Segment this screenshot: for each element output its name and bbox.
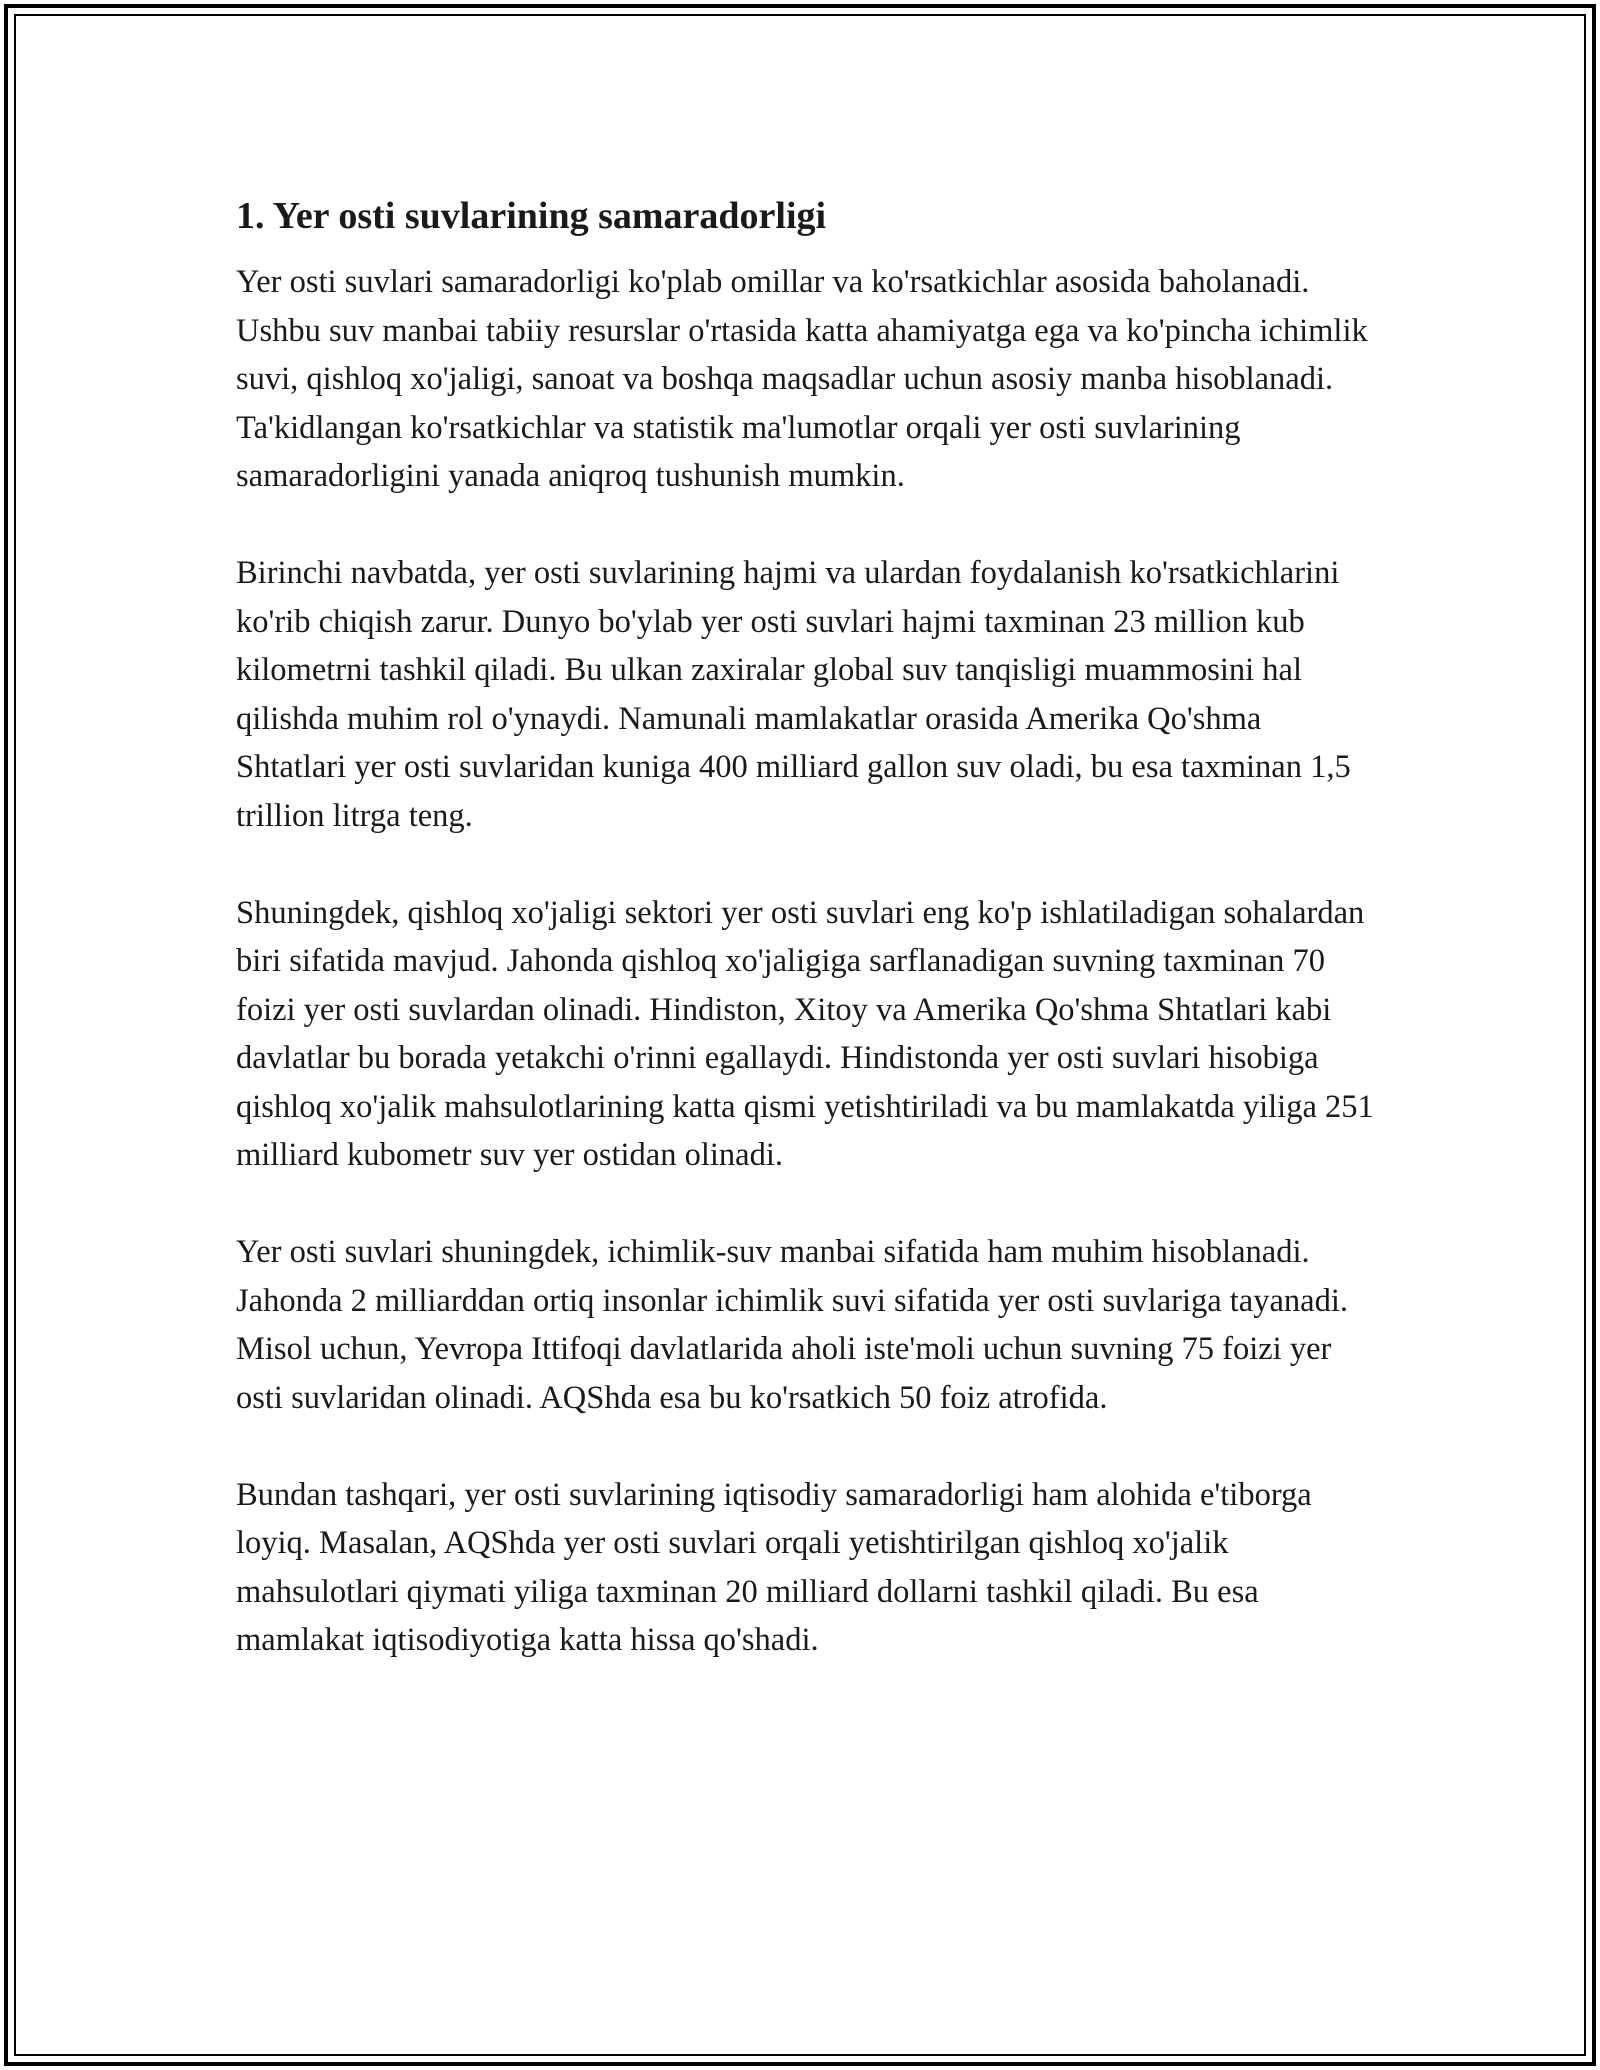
paragraph-economy: Bundan tashqari, yer osti suvlarining iqtisodiy samaradorligi ham alohida e'tiborga loyiq. Masalan, AQShda yer osti suvlari orqali yetishtirilgan qishloq xo'jalik mahsulotlari qiymati yiliga taxminan 20 milliard dollarni tashkil qiladi. Bu esa mamlakat iqtisodiyotiga katta hissa qo'shadi. (236, 1476, 1312, 1658)
paragraph-drinking-water: Yer osti suvlari shuningdek, ichimlik-suv manbai sifatida ham muhim hisoblanadi. Jahonda 2 milliarddan ortiq insonlar ichimlik suvi sifatida yer osti suvlariga tayanadi. Misol uchun, Yevropa Ittifoqi davlatlarida aholi iste'moli uchun suvning 75 foizi yer osti suvlaridan olinadi. AQShda esa bu ko'rsatkich 50 foiz atrofida. (236, 1234, 1348, 1416)
paragraph-volume: Birinchi navbatda, yer osti suvlarining hajmi va ulardan foydalanish ko'rsatkichlarini ko'rib chiqish zarur. Dunyo bo'ylab yer osti suvlari hajmi taxminan 23 million kub kilometrni tashkil qiladi. Bu ulkan zaxiralar global suv tanqisligi muammosini hal qilishda muhim rol o'ynaydi. Namunali mamlakatlar orasida Amerika Qo'shma Shtatlari yer osti suvlaridan kuniga 400 milliard gallon suv oladi, bu esa taxminan 1,5 trillion litrga teng. (236, 555, 1351, 834)
paragraph-agriculture: Shuningdek, qishloq xo'jaligi sektori yer osti suvlari eng ko'p ishlatiladigan sohalardan biri sifatida mavjud. Jahonda qishloq xo'jaligiga sarflanadigan suvning taxminan 70 foizi yer osti suvlardan olinadi. Hindiston, Xitoy va Amerika Qo'shma Shtatlari kabi davlatlar bu borada yetakchi o'rinni egallaydi. Hindistonda yer osti suvlari hisobiga qishloq xo'jalik mahsulotlarining katta qismi yetishtiriladi va bu mamlakatda yiliga 251 milliard kubometr suv yer ostidan olinadi. (236, 894, 1374, 1173)
paragraph-intro: Yer osti suvlari samaradorligi ko'plab omillar va ko'rsatkichlar asosida baholanadi. Ushbu suv manbai tabiiy resurslar o'rtasida katta ahamiyatga ega va ko'pincha ichimlik suvi, qishloq xo'jaligi, sanoat va boshqa maqsadlar uchun asosiy manba hisoblanadi. Ta'kidlangan ko'rsatkichlar va statistik ma'lumotlar orqali yer osti suvlarining samaradorligini yanada aniqroq tushunish mumkin. (236, 264, 1368, 494)
document-body (236, 186, 1376, 1713)
section-heading: 1. Yer osti suvlarining samaradorligi (236, 195, 827, 237)
